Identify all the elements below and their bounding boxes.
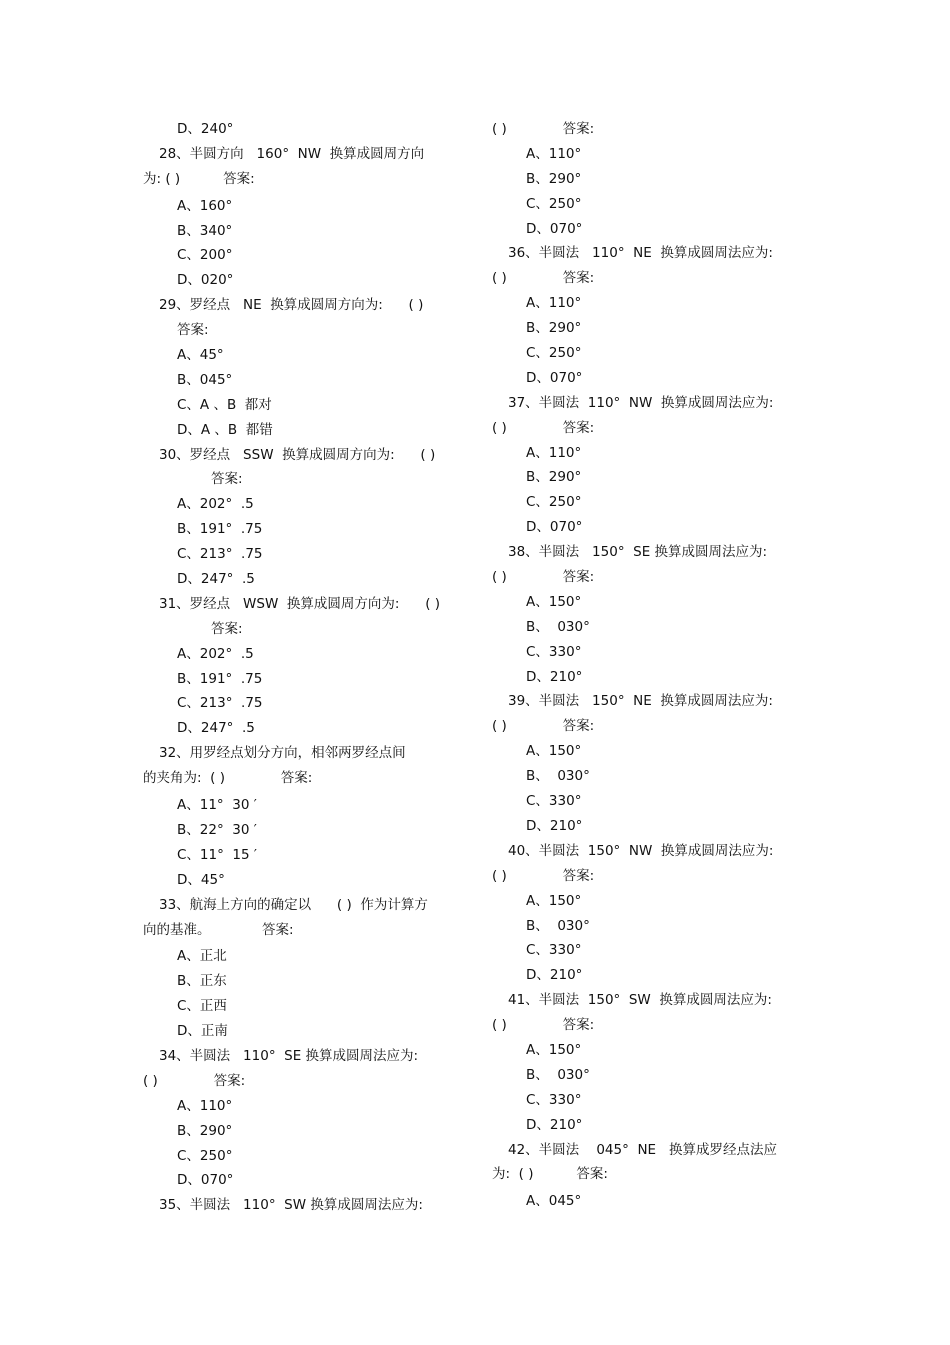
text-line: A、110° <box>526 295 582 312</box>
text-line: ( ) 答案: <box>492 121 595 137</box>
text-line: ( ) 答案: <box>492 867 595 884</box>
text-line: B、290° <box>526 320 582 337</box>
text-line: 36、半圆法 110° NE 换算成圆周法应为: <box>508 245 773 262</box>
text-line: A、110° <box>526 444 582 461</box>
left-column <box>143 117 473 1218</box>
text-line: 37、半圆法 110° NW 换算成圆周法应为: <box>508 394 774 411</box>
text-line: C、250° <box>526 195 582 212</box>
text-line: D、070° <box>526 220 583 237</box>
text-line: ( ) 答案: <box>492 270 595 287</box>
right-column <box>492 117 812 1214</box>
text-line: D、45° <box>177 871 225 888</box>
text-line: B、 030° <box>526 768 590 785</box>
text-line: 29、罗经点 NE 换算成圆周方向为: ( ) <box>159 297 424 314</box>
text-line: B、191° .75 <box>177 521 263 538</box>
text-line: D、210° <box>526 668 583 685</box>
text-line: D、正南 <box>177 1023 228 1040</box>
text-line: B、22° 30 ′ <box>177 821 257 838</box>
text-line: A、110° <box>526 145 582 162</box>
text-line: C、11° 15 ′ <box>177 846 257 863</box>
text-line: A、150° <box>526 743 582 760</box>
text-line: 答案: <box>177 322 209 339</box>
text-line: 为: ( ) 答案: <box>492 1166 608 1183</box>
text-line: A、正北 <box>177 948 227 965</box>
text-line: 33、航海上方向的确定以 ( ) 作为计算方 <box>159 896 428 913</box>
text-line: C、330° <box>526 793 582 810</box>
text-line: D、210° <box>526 967 583 984</box>
text-line: B、340° <box>177 222 233 239</box>
text-line: 38、半圆法 150° SE 换算成圆周法应为: <box>508 544 768 561</box>
text-line: D、247° .5 <box>177 720 255 737</box>
text-line: C、250° <box>177 1147 233 1164</box>
text-line: 28、半圆方向 160° NW 换算成圆周方向 <box>159 145 425 162</box>
text-line: C、A 、B 都对 <box>177 396 272 413</box>
text-line: 42、半圆法 045° NE 换算成罗经点法应 <box>508 1141 777 1158</box>
text-line: D、247° .5 <box>177 571 255 588</box>
text-line: 34、半圆法 110° SE 换算成圆周法应为: <box>159 1047 419 1064</box>
text-line: B、290° <box>177 1122 233 1139</box>
text-line: 35、半圆法 110° SW 换算成圆周法应为: <box>159 1197 423 1214</box>
text-line: 答案: <box>211 471 243 488</box>
text-line: D、070° <box>526 519 583 536</box>
text-line: D、240° <box>177 121 234 137</box>
text-line: C、213° .75 <box>177 546 263 563</box>
text-line: A、11° 30 ′ <box>177 797 257 814</box>
text-line: C、正西 <box>177 998 227 1015</box>
text-line: B、 030° <box>526 917 590 934</box>
text-line: B、191° .75 <box>177 670 263 687</box>
text-line: A、150° <box>526 593 582 610</box>
text-line: 为: ( ) 答案: <box>143 170 255 187</box>
text-line: 31、罗经点 WSW 换算成圆周方向为: ( ) <box>159 595 441 612</box>
text-line: A、110° <box>177 1097 233 1114</box>
text-line: D、020° <box>177 272 234 289</box>
text-line: A、45° <box>177 347 224 364</box>
text-line: D、070° <box>177 1172 234 1189</box>
text-line: ( ) 答案: <box>492 419 595 436</box>
text-line: B、045° <box>177 371 233 388</box>
text-line: C、200° <box>177 247 233 264</box>
text-line: ( ) 答案: <box>492 1017 595 1034</box>
text-line: A、202° .5 <box>177 496 254 513</box>
text-line: B、290° <box>526 469 582 486</box>
text-line: D、210° <box>526 817 583 834</box>
text-line: B、 030° <box>526 1066 590 1083</box>
text-line: D、070° <box>526 369 583 386</box>
text-line: C、250° <box>526 494 582 511</box>
text-line: 32、用罗经点划分方向，相邻两罗经点间 <box>159 745 406 762</box>
text-line: 40、半圆法 150° NW 换算成圆周法应为: <box>508 842 774 859</box>
text-line: A、202° .5 <box>177 645 254 662</box>
text-line: ( ) 答案: <box>492 569 595 586</box>
text-line: A、150° <box>526 892 582 909</box>
text-line: A、160° <box>177 197 233 214</box>
text-line: C、250° <box>526 345 582 362</box>
text-line: ( ) 答案: <box>143 1072 246 1089</box>
text-line: 30、罗经点 SSW 换算成圆周方向为: ( ) <box>159 446 436 463</box>
text-line: 39、半圆法 150° NE 换算成圆周法应为: <box>508 693 773 710</box>
text-line: B、 030° <box>526 618 590 635</box>
text-line: B、正东 <box>177 973 227 990</box>
text-line: 答案: <box>211 620 243 637</box>
text-line: C、330° <box>526 942 582 959</box>
text-line: 的夹角为: ( ) 答案: <box>143 770 313 787</box>
text-line: C、213° .75 <box>177 695 263 712</box>
text-line: A、150° <box>526 1041 582 1058</box>
text-line: 向的基准。 答案: <box>143 921 294 938</box>
text-line: D、A 、B 都错 <box>177 421 273 438</box>
text-line: ( ) 答案: <box>492 718 595 735</box>
text-line: 41、半圆法 150° SW 换算成圆周法应为: <box>508 992 772 1009</box>
text-line: D、210° <box>526 1116 583 1133</box>
text-line: C、330° <box>526 1091 582 1108</box>
text-line: B、290° <box>526 170 582 187</box>
text-line: A、045° <box>526 1193 582 1210</box>
text-line: C、330° <box>526 643 582 660</box>
